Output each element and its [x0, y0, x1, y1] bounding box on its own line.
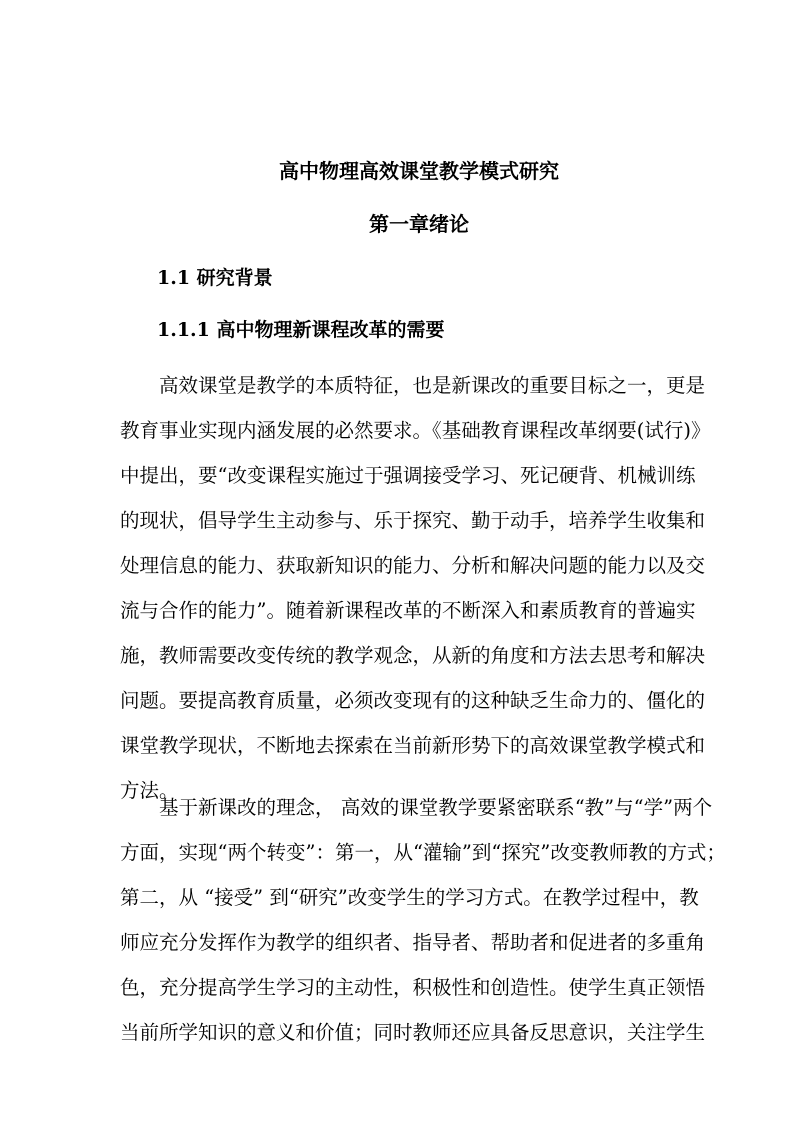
section-heading: 1.1 研究背景 — [157, 267, 273, 289]
subsection-heading: 1.1.1 高中物理新课程改革的需要 — [157, 319, 445, 341]
paragraph-line: 课堂教学现状，不断地去探索在当前新形势下的高效课堂教学模式和 — [120, 734, 706, 757]
paragraph-line: 方面，实现“两个转变”：第一，从“灌输”到“探究”改变教师教的方式； — [120, 841, 726, 864]
paragraph-line: 当前所学知识的意义和价值；同时教师还应具备反思意识，关注学生 — [120, 1021, 706, 1044]
paragraph-line: 的现状，倡导学生主动参与、乐于探究、勤于动手，培养学生收集和 — [120, 509, 706, 532]
paragraph-1 — [120, 363, 711, 813]
paragraph-line: 第二，从 “接受” 到“研究”改变学生的学习方式。在教学过程中，教 — [120, 886, 699, 909]
paragraph-line: 问题。要提高教育质量，必须改变现有的这种缺乏生命力的、僵化的 — [120, 689, 706, 712]
paragraph-line: 基于新课改的理念， 高效的课堂教学要紧密联系“教”与“学”两个 — [159, 796, 713, 819]
paragraph-line: 高效课堂是教学的本质特征，也是新课改的重要目标之一，更是 — [159, 374, 706, 397]
paragraph-line: 施，教师需要改变传统的教学观念，从新的角度和方法去思考和解决 — [120, 644, 706, 667]
paragraph-line: 色，充分提高学生学习的主动性，积极性和创造性。使学生真正领悟 — [120, 976, 706, 999]
paragraph-line: 方法。 — [120, 779, 179, 802]
paragraph-line: 师应充分发挥作为教学的组织者、指导者、帮助者和促进者的多重角 — [120, 931, 706, 954]
paragraph-line: 中提出，要“改变课程实施过于强调接受学习、死记硬背、机械训练 — [120, 464, 696, 487]
document-title: 高中物理高效课堂教学模式研究 — [279, 159, 559, 183]
paragraph-2 — [120, 785, 726, 1055]
paragraph-line: 流与合作的能力”。随着新课程改革的不断深入和素质教育的普遍实 — [120, 599, 696, 622]
paragraph-line: 处理信息的能力、获取新知识的能力、分析和解决问题的能力以及交 — [120, 554, 706, 577]
chapter-title: 第一章绪论 — [369, 212, 469, 236]
paragraph-line: 教育事业实现内涵发展的必然要求。《基础教育课程改革纲要(试行)》 — [120, 419, 711, 442]
